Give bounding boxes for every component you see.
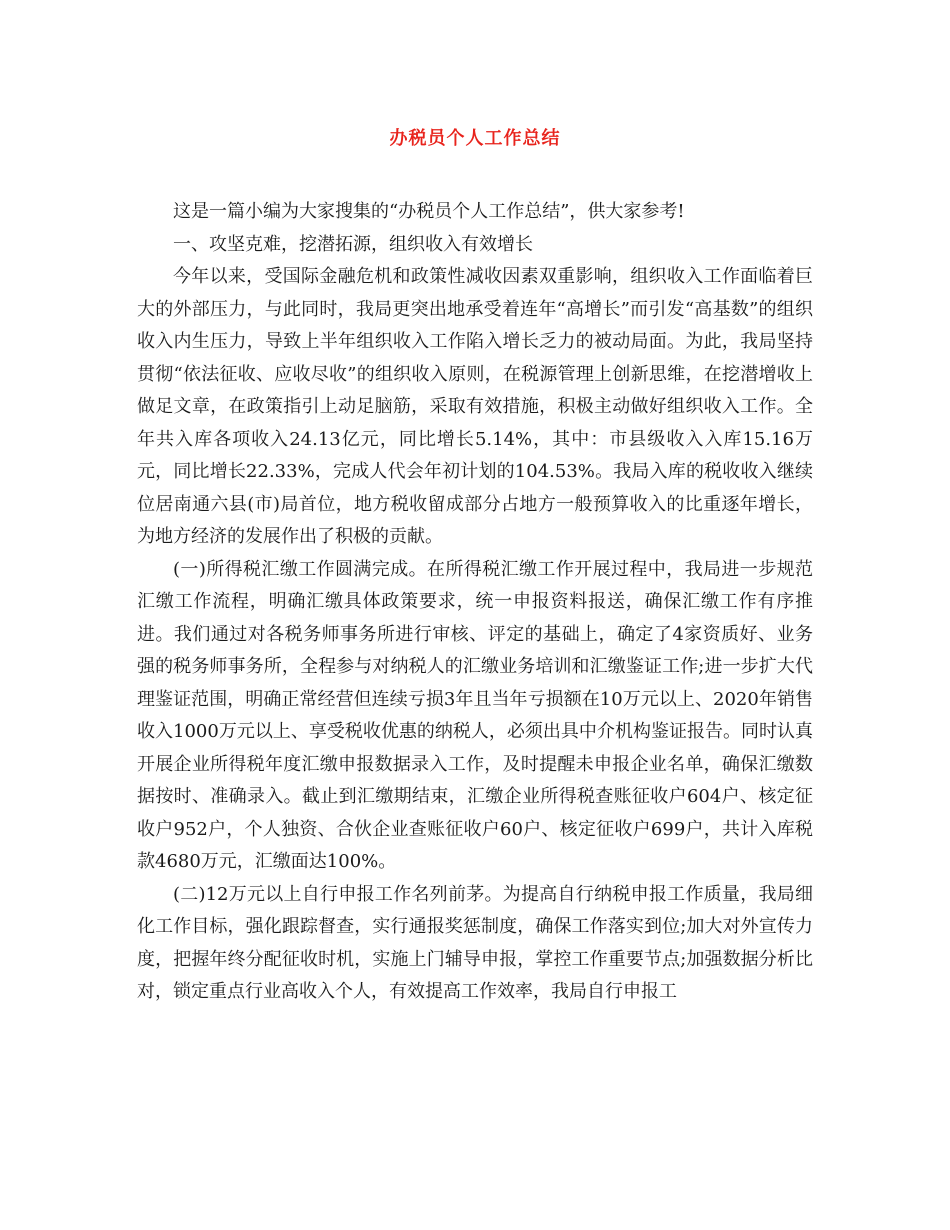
body-paragraph: (一)所得税汇缴工作圆满完成。在所得税汇缴工作开展过程中，我局进一步规范汇缴工作流程，明确汇缴具体政策要求，统一申报资料报送，确保汇缴工作有序推进。我们通过对各税务师事务所进行审核、评定的基础上，确定了4家资质好、业务强的税务师事务所，全程参与对纳税人的汇缴业务培训和汇缴鉴证工作;进一步扩大代理鉴证范围，明确正常经营但连续亏损3年且当年亏损额在10万元以上、2020年销售收入1000万元以上、享受税收优惠的纳税人，必须出具中介机构鉴证报告。同时认真开展企业所得税年度汇缴申报数据录入工作，及时提醒未申报企业名单，确保汇缴数据按时、准确录入。截止到汇缴期结束，汇缴企业所得税查账征收户604户、核定征收户952户，个人独资、合伙企业查账征收户60户、核定征收户699户，共计入库税款4680万元，汇缴面达100%。 (137, 558, 813, 872)
document-body (137, 196, 813, 1009)
document-title: 办税员个人工作总结 (389, 128, 561, 149)
body-paragraph: (二)12万元以上自行申报工作名列前茅。为提高自行纳税申报工作质量，我局细化工作目标，强化跟踪督查，实行通报奖惩制度，确保工作落实到位;加大对外宣传力度，把握年终分配征收时机，实施上门辅导申报，掌控工作重要节点;加强数据分析比对，锁定重点行业高收入个人，有效提高工作效率，我局自行申报工 (137, 883, 813, 1002)
body-paragraph: 今年以来，受国际金融危机和政策性减收因素双重影响，组织收入工作面临着巨大的外部压力，与此同时，我局更突出地承受着连年“高增长”而引发“高基数”的组织收入内生压力，导致上半年组织收入工作陷入增长乏力的被动局面。为此，我局坚持贯彻“依法征收、应收尽收”的组织收入原则，在税源管理上创新思维，在挖潜增收上做足文章，在政策指引上动足脑筋，采取有效措施，积极主动做好组织收入工作。全年共入库各项收入24.13亿元，同比增长5.14%，其中：市县级收入入库15.16万元，同比增长22.33%，完成人代会年初计划的104.53%。我局入库的税收收入继续位居南通六县(市)局首位，地方税收留成部分占地方一般预算收入的比重逐年增长，为地方经济的发展作出了积极的贡献。 (137, 266, 813, 547)
section-heading: 一、攻坚克难，挖潜拓源，组织收入有效增长 (173, 233, 533, 255)
intro-paragraph: 这是一篇小编为大家搜集的“办税员个人工作总结”，供大家参考! (173, 201, 685, 222)
